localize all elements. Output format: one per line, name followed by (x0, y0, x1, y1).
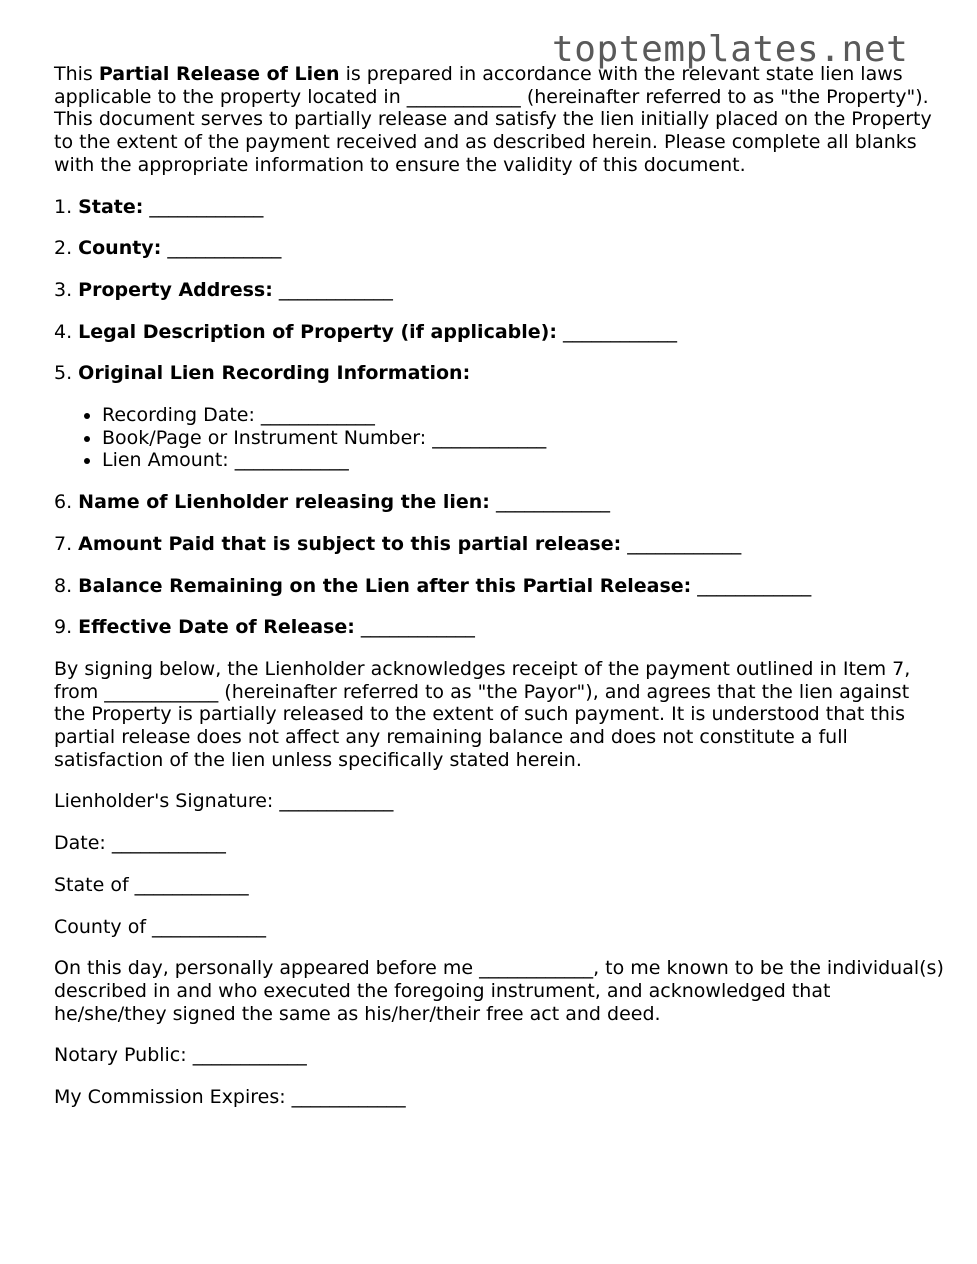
item-blank: ____________ (354, 616, 475, 639)
item-label: State: (78, 195, 144, 218)
item-number: 7. (54, 532, 79, 555)
list-item: • Recording Date: ____________ (102, 404, 944, 427)
item-state (54, 196, 944, 219)
list-item: • Lien Amount: ____________ (102, 449, 944, 472)
item-blank: ____________ (489, 491, 610, 514)
item-number: 8. (54, 574, 79, 597)
item-lienholder-name (54, 491, 944, 514)
item-blank: ____________ (161, 237, 282, 260)
notary-public-line: Notary Public: ____________ (54, 1044, 307, 1067)
notary-state-line: State of ____________ (54, 873, 249, 896)
watermark-logo: toptemplates.net (552, 29, 909, 70)
item-blank: ____________ (621, 532, 742, 555)
item-number: 6. (54, 491, 79, 514)
item-blank: ____________ (556, 320, 677, 343)
item-label: Property Address: (78, 278, 273, 301)
item-effective-date (54, 616, 944, 639)
document-body (54, 63, 944, 1128)
item-number: 3. (54, 278, 79, 301)
item-balance-remaining (54, 575, 944, 598)
item-label: Name of Lienholder releasing the lien: (78, 491, 490, 514)
item-label: County: (78, 237, 162, 260)
item-original-lien-info (54, 362, 944, 385)
intro-prefix: This (54, 63, 99, 85)
commission-expires-line: My Commission Expires: ____________ (54, 1086, 406, 1109)
document-title: Partial Release of Lien (98, 63, 340, 85)
item-number: 5. (54, 362, 79, 385)
item-property-address (54, 279, 944, 302)
item-number: 4. (54, 320, 79, 343)
item-amount-paid (54, 533, 944, 556)
item-blank: ____________ (272, 278, 393, 301)
item-label: Original Lien Recording Information: (78, 362, 471, 385)
intro-text: is prepared in accordance with the relevant state lien laws applicable to the property located in ____________ (hereinafter referred to as "the Property"). This document serves to partially release and satisfy the lien initially placed on the Property to the extent of the payment received and as described herein. Please complete all blanks with the appropriate information to ensure the validity of this document. (54, 63, 932, 176)
item-number: 9. (54, 616, 79, 639)
item-number: 1. (54, 195, 79, 218)
list-item: • Book/Page or Instrument Number: ____________ (102, 427, 944, 450)
item-label: Effective Date of Release: (78, 616, 355, 639)
item-label: Amount Paid that is subject to this partial release: (78, 532, 622, 555)
item-label: Balance Remaining on the Lien after this Partial Release: (78, 574, 692, 597)
item-blank: ____________ (691, 574, 812, 597)
item-label: Legal Description of Property (if applicable): (78, 320, 557, 343)
lienholder-signature-line: Lienholder's Signature: ____________ (54, 790, 394, 813)
signature-date-line: Date: ____________ (54, 832, 226, 855)
intro-paragraph (54, 63, 944, 177)
notary-paragraph: On this day, personally appeared before me ____________, to me known to be the individual(s) described in and who executed the foregoing instrument, and acknowledged that he/she/they signed the same as his/her/their free act and deed. (54, 957, 944, 1025)
item-legal-description (54, 321, 944, 344)
item-number: 2. (54, 237, 79, 260)
notary-county-line: County of ____________ (54, 915, 267, 938)
recording-info-list (54, 404, 944, 472)
item-county (54, 237, 944, 260)
acknowledgment-paragraph: By signing below, the Lienholder acknowledges receipt of the payment outlined in Item 7, from ____________ (hereinafter referred to as "the Payor"), and agrees that the lien against the Property is partially released to the extent of such payment. It is understood that this partial release does not affect any remaining balance and does not constitute a full satisfaction of the lien unless specifically stated herein. (54, 657, 911, 771)
item-blank: ____________ (143, 195, 264, 218)
